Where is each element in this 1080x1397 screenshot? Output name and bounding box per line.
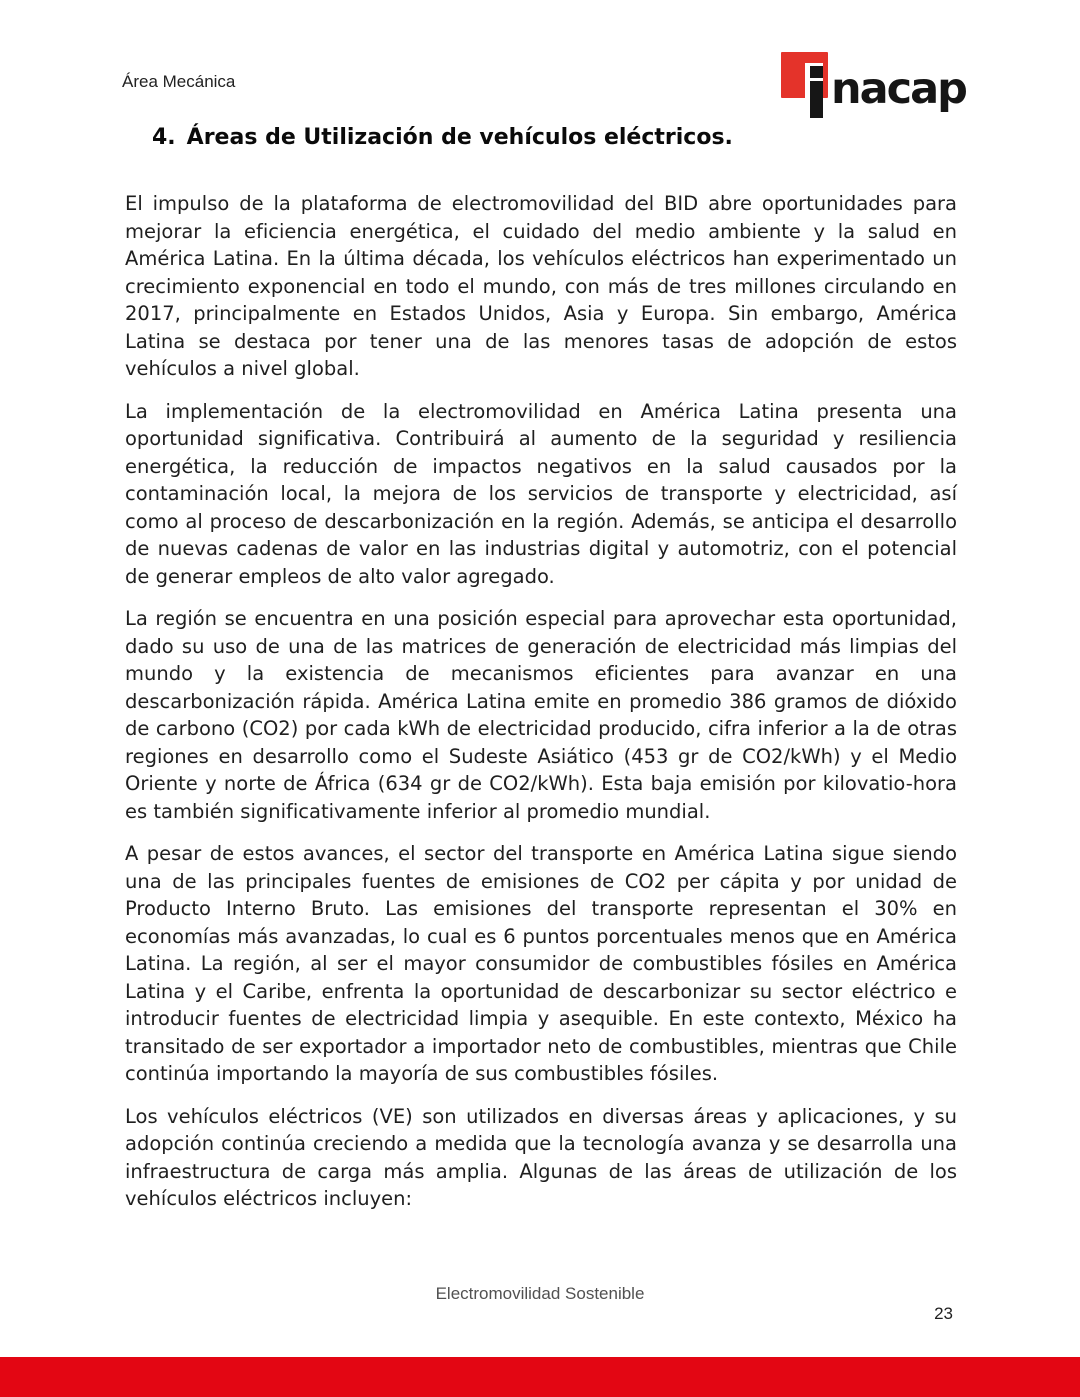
document-body [125,190,957,1228]
section-number: 4. [152,125,176,150]
footer-document-title: Electromovilidad Sostenible [435,1284,645,1303]
inacap-logo-text: nacap [831,64,966,114]
footer-red-bar [0,1357,1080,1397]
section-title-text: Áreas de Utilización de vehículos eléctricos. [186,125,733,150]
inacap-logo [781,52,981,122]
body-paragraph: La implementación de la electromovilidad en América Latina presenta una oportunidad significativa. Contribuirá al aumento de la seguridad y resiliencia energética, la reducción de impactos negativos en la salud causados por la contaminación local, la mejora de los servicios de transporte y electricidad, así como al proceso de descarbonización en la región. Además, se anticipa el desarrollo de nuevas cadenas de valor en las industrias digital y automotriz, con el potencial de generar empleos de alto valor agregado. [125,399,957,588]
page-number: 23 [934,1304,953,1323]
header-area-label: Área Mecánica [122,72,236,91]
body-paragraph: La región se encuentra en una posición especial para aprovechar esta oportunidad, dado su uso de una de las matrices de generación de electricidad más limpias del mundo y la existencia de mecanismos eficientes para avanzar en una descarbonización rápida. América Latina emite en promedio 386 gramos de dióxido de carbono (CO2) por cada kWh de electricidad producido, cifra inferior a la de otras regiones en desarrollo como el Sudeste Asiático (453 gr de CO2/kWh) y el Medio Oriente y norte de África (634 gr de CO2/kWh). Esta baja emisión por kilovatio-hora es también significativamente inferior al promedio mundial. [125,607,957,823]
section-title [152,124,733,152]
inacap-logo-i-dot-icon [810,66,823,78]
body-paragraph: El impulso de la plataforma de electromovilidad del BID abre oportunidades para mejorar la eficiencia energética, el cuidado del medio ambiente y la salud en América Latina. En la última década, los vehículos eléctricos han experimentado un crecimiento exponencial en todo el mundo, con más de tres millones circulando en 2017, principalmente en Estados Unidos, Asia y Europa. Sin embargo, América Latina se destaca por tener una de las menores tasas de adopción de estos vehículos a nivel global. [125,192,957,380]
body-paragraph: Los vehículos eléctricos (VE) son utilizados en diversas áreas y aplicaciones, y su adopción continúa creciendo a medida que la tecnología avanza y se desarrolla una infraestructura de carga más amplia. Algunas de las áreas de utilización de los vehículos eléctricos incluyen: [125,1104,957,1210]
inacap-logo-i-stem-icon [810,81,823,118]
inacap-logo-mark [781,52,828,98]
body-paragraph: A pesar de estos avances, el sector del transporte en América Latina sigue siendo una de las principales fuentes de emisiones de CO2 per cápita y por unidad de Producto Interno Bruto. Las emisiones del transporte representan el 30% en economías más avanzadas, lo cual es 6 puntos porcentuales menos que en América Latina. La región, al ser el mayor consumidor de combustibles fósiles en América Latina y el Caribe, enfrenta la oportunidad de descarbonizar su sector eléctrico e introducir fuentes de electricidad limpia y asequible. En este contexto, México ha transitado de ser exportador a importador neto de combustibles, mientras que Chile continúa importando la mayoría de sus combustibles fósiles. [125,842,957,1085]
